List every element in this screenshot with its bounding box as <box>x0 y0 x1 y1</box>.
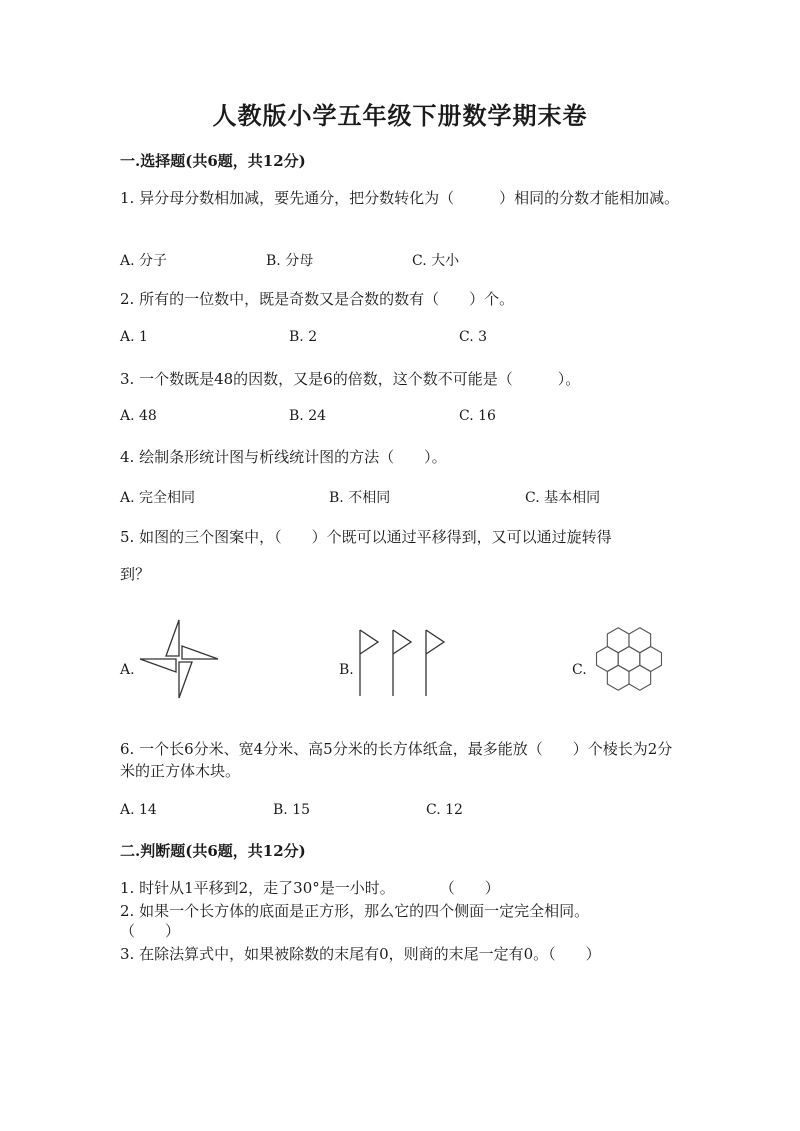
hexagon-cell <box>607 665 629 690</box>
q4-option-c: C. 基本相同 <box>525 490 601 506</box>
question-4: 4. 绘制条形统计图与析线统计图的方法（ ）。 <box>120 448 447 466</box>
hexagon-pattern-figure <box>588 618 670 700</box>
judgement-2-line1: 2. 如果一个长方体的底面是正方形，那么它的四个侧面一定完全相同。 <box>120 902 590 920</box>
judgement-2-line2: （ ） <box>120 922 181 940</box>
section-heading-judgement: 二.判断题(共6题，共12分) <box>120 842 306 860</box>
q2-option-c: C. 3 <box>459 329 488 345</box>
q2-option-b: B. 2 <box>289 329 318 345</box>
q4-option-b: B. 不相同 <box>329 490 391 506</box>
q2-option-a: A. 1 <box>120 329 148 345</box>
q6-option-c: C. 12 <box>426 802 463 818</box>
judgement-1: 1. 时针从1平移到2，走了30°是一小时。 （ ） <box>120 879 500 897</box>
judgement-3: 3. 在除法算式中，如果被除数的末尾有0，则商的末尾一定有0。（ ） <box>120 945 601 963</box>
page-title: 人教版小学五年级下册数学期末卷 <box>212 101 588 130</box>
flags-figure <box>355 628 455 698</box>
question-5-line2: 到？ <box>120 565 151 583</box>
section-heading-choice: 一.选择题(共6题，共12分) <box>120 152 306 170</box>
hexagon-cell <box>629 628 651 653</box>
q3-option-a: A. 48 <box>120 408 157 424</box>
hexagon-cell <box>607 628 629 653</box>
q1-option-a: A. 分子 <box>120 253 168 269</box>
q6-option-b: B. 15 <box>273 802 311 818</box>
hexagon-cell <box>629 665 651 690</box>
q5-option-a: A. <box>120 662 135 678</box>
q1-option-b: B. 分母 <box>266 253 314 269</box>
q5-option-b: B. <box>339 662 354 678</box>
pinwheel-figure <box>138 618 220 700</box>
q3-option-c: C. 16 <box>459 408 496 424</box>
q5-option-c: C. <box>572 662 587 678</box>
q6-option-a: A. 14 <box>120 802 157 818</box>
question-5-line1: 5. 如图的三个图案中，（ ）个既可以通过平移得到，又可以通过旋转得 <box>120 528 612 546</box>
question-3: 3. 一个数既是48的因数，又是6的倍数，这个数不可能是（ ）。 <box>120 370 581 388</box>
q3-option-b: B. 24 <box>289 408 327 424</box>
question-1: 1. 异分母分数相加减，要先通分，把分数转化为（ ）相同的分数才能相加减。 <box>120 189 680 207</box>
q4-option-a: A. 完全相同 <box>120 490 196 506</box>
q1-option-c: C. 大小 <box>412 253 460 269</box>
question-6: 6. 一个长6分米、宽4分米、高5分米的长方体纸盒，最多能放（ ）个棱长为2分米的正方体木块。 <box>120 740 673 780</box>
question-2: 2. 所有的一位数中，既是奇数又是合数的数有（ ）个。 <box>120 290 515 308</box>
